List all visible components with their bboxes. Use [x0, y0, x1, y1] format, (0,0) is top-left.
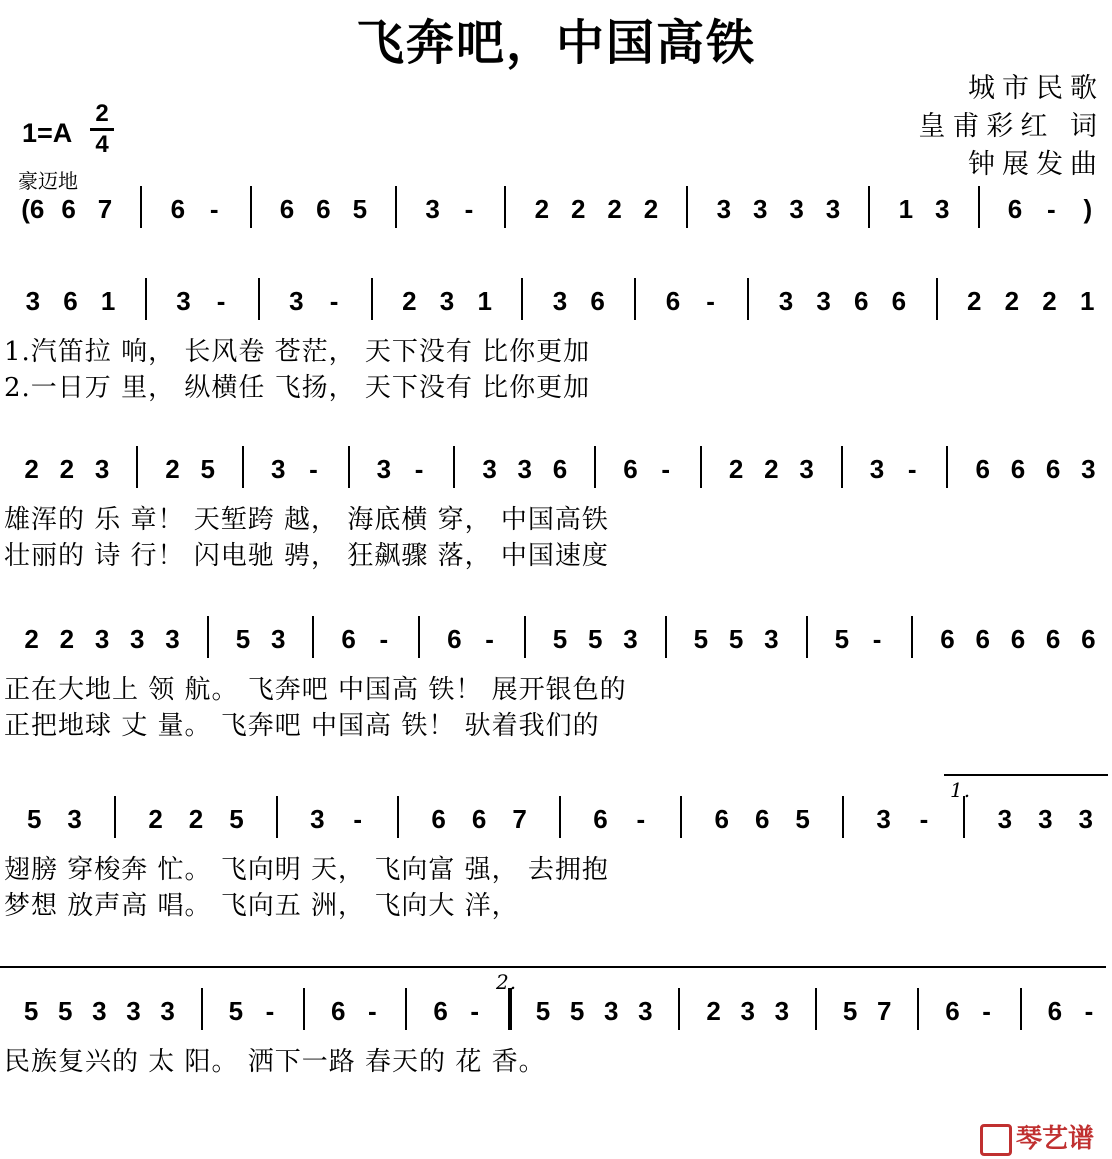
composer-credit: 钟展发曲 — [968, 149, 1104, 180]
notation-symbol: 3 — [67, 804, 82, 834]
lyrics-verse-1: 1.汽笛拉 响， 长风卷 苍茫， 天下没有 比你更加 — [4, 337, 591, 367]
notation-symbol: 2 — [728, 454, 744, 484]
barline — [946, 446, 948, 488]
time-signature-top: 2 — [95, 100, 109, 127]
lyrics-verse-1: 翅膀 穿梭奔 忙。 飞向明 天， 飞向富 强， 去拥抱 — [4, 855, 609, 885]
notation-symbol: - — [907, 454, 917, 484]
volta-bracket — [490, 966, 1106, 968]
notation-symbol: 6 — [1007, 194, 1023, 224]
notation-symbol: 6 — [1045, 454, 1061, 484]
notation-symbol: 3 — [774, 996, 790, 1026]
volta-label: 2. — [496, 970, 518, 994]
notation-symbol: ) — [1083, 194, 1093, 224]
barline — [806, 616, 808, 658]
notation-symbol: 6 — [891, 286, 907, 316]
notation-symbol: 2 — [534, 194, 550, 224]
notation-symbol: - — [414, 454, 424, 484]
barline — [114, 796, 116, 838]
notation-symbol: - — [309, 454, 318, 484]
notation-symbol: 3 — [997, 804, 1013, 834]
barline — [207, 616, 209, 658]
notation-symbol: 2 — [24, 624, 39, 654]
notation-symbol: 3 — [482, 454, 497, 484]
notation-symbol: (6 — [21, 194, 45, 224]
notation-symbol: 5 — [352, 194, 368, 224]
notation-symbol: 5 — [200, 454, 215, 484]
notation-symbol: 6 — [1045, 624, 1061, 654]
barline — [678, 988, 680, 1030]
notation-symbol: 5 — [235, 624, 251, 654]
barline — [418, 616, 420, 658]
lyrics-verse-2: 正把地球 丈 量。 飞奔吧 中国高 铁！ 驮着我们的 — [4, 711, 600, 741]
notation-symbol: 5 — [57, 996, 73, 1026]
barline — [686, 186, 688, 228]
notation-symbol: 3 — [1038, 804, 1053, 834]
notation-symbol: 3 — [126, 996, 141, 1026]
notation-symbol: 6 — [471, 804, 487, 834]
barline — [405, 988, 407, 1030]
notation-symbol: 6 — [330, 996, 346, 1026]
notation-symbol: - — [485, 624, 494, 654]
notation-symbol: 5 — [569, 996, 585, 1026]
notation-symbol: 6 — [590, 286, 605, 316]
notation-symbol: 3 — [934, 194, 950, 224]
notation-symbol: 2 — [570, 194, 586, 224]
barline — [868, 186, 870, 228]
notation-symbol: 5 — [26, 804, 42, 834]
notation-symbol: 6 — [623, 454, 638, 484]
notation-symbol: 3 — [816, 286, 831, 316]
barline — [936, 278, 938, 320]
notation-symbol: 6 — [552, 454, 568, 484]
barline — [242, 446, 244, 488]
barline — [559, 796, 561, 838]
notation-symbol: - — [265, 996, 275, 1026]
notation-symbol: 1 — [898, 194, 914, 224]
notation-symbol: 6 — [665, 286, 681, 316]
notation-symbol: 3 — [1081, 454, 1096, 484]
barline — [397, 796, 399, 838]
notation-symbol: 3 — [623, 624, 638, 654]
notation-symbol: 5 — [728, 624, 744, 654]
barline — [842, 796, 844, 838]
time-signature-bottom: 4 — [95, 131, 109, 158]
notation-symbol: 5 — [229, 804, 244, 834]
lyrics-verse-1: 民族复兴的 太 阳。 洒下一路 春天的 花 香。 — [4, 1047, 546, 1077]
notation-symbol: 2 — [966, 286, 982, 316]
notation-symbol: 3 — [270, 624, 286, 654]
barline — [201, 988, 203, 1030]
notation-symbol: 2 — [643, 194, 659, 224]
notation-symbol: 6 — [714, 804, 729, 834]
notation-symbol: 3 — [740, 996, 755, 1026]
notation-symbol: 3 — [778, 286, 794, 316]
ending-rule — [0, 966, 490, 968]
notation-symbol: 2 — [148, 804, 163, 834]
notation-symbol: 3 — [752, 194, 768, 224]
notation-symbol: 3 — [876, 804, 891, 834]
notation-symbol: 3 — [638, 996, 653, 1026]
barline — [521, 278, 523, 320]
notation-symbol: 6 — [593, 804, 608, 834]
notation-symbol: 2 — [764, 454, 779, 484]
notation-symbol: 2 — [59, 624, 75, 654]
notation-symbol: 5 — [23, 996, 39, 1026]
notation-symbol: - — [379, 624, 389, 654]
barline — [978, 186, 980, 228]
barline — [1020, 988, 1022, 1030]
barline — [258, 278, 260, 320]
notation-symbol: 5 — [228, 996, 244, 1026]
notation-symbol: 6 — [431, 804, 446, 834]
barline — [917, 988, 919, 1030]
notation-symbol: - — [329, 286, 339, 316]
watermark-text: 琴艺谱 — [1015, 1124, 1094, 1154]
notation-symbol: - — [353, 804, 363, 834]
notation-symbol: 3 — [517, 454, 532, 484]
notation-symbol: 5 — [834, 624, 850, 654]
notation-symbol: 3 — [25, 286, 41, 316]
notation-symbol: - — [706, 286, 715, 316]
barline — [524, 616, 526, 658]
notation-symbol: 2 — [1004, 286, 1020, 316]
notation-symbol: 2 — [607, 194, 622, 224]
barline — [815, 988, 817, 1030]
notation-symbol: 3 — [716, 194, 732, 224]
notation-symbol: 6 — [975, 454, 990, 484]
volta-bracket — [944, 774, 1108, 776]
notation-symbol: 3 — [165, 624, 180, 654]
notation-symbol: 7 — [97, 194, 113, 224]
notation-symbol: 6 — [854, 286, 869, 316]
barline — [250, 186, 252, 228]
notation-symbol: 3 — [176, 286, 191, 316]
notation-symbol: 3 — [310, 804, 325, 834]
notation-symbol: 3 — [439, 286, 455, 316]
notation-symbol: 3 — [603, 996, 619, 1026]
tempo-marking: 豪迈地 — [18, 169, 78, 193]
notation-symbol: - — [470, 996, 480, 1026]
notation-symbol: 3 — [130, 624, 145, 654]
barline — [594, 446, 596, 488]
notation-symbol: 6 — [63, 286, 78, 316]
notation-symbol: 6 — [316, 194, 331, 224]
notation-symbol: 3 — [92, 996, 107, 1026]
lyrics-verse-2: 壮丽的 诗 行！ 闪电驰 骋， 狂飙骤 落， 中国速度 — [4, 541, 609, 571]
barline — [700, 446, 702, 488]
notation-symbol: 3 — [869, 454, 885, 484]
barline — [911, 616, 913, 658]
barline — [303, 988, 305, 1030]
lyricist-credit: 皇甫彩红 词 — [918, 111, 1104, 142]
barline — [145, 278, 147, 320]
lyrics-verse-1: 正在大地上 领 航。 飞奔吧 中国高 铁！ 展开银色的 — [4, 675, 627, 705]
notation-symbol: 6 — [1081, 624, 1096, 654]
watermark-logo-icon — [980, 1124, 1012, 1156]
notation-symbol: 3 — [799, 454, 814, 484]
notation-symbol: 5 — [693, 624, 709, 654]
genre-credit: 城市民歌 — [968, 73, 1104, 104]
notation-symbol: 3 — [825, 194, 841, 224]
notation-symbol: 3 — [764, 624, 779, 654]
barline — [680, 796, 682, 838]
volta-label: 1. — [950, 778, 972, 802]
notation-symbol: 7 — [876, 996, 892, 1026]
notation-symbol: 6 — [1010, 454, 1026, 484]
notation-symbol: 2 — [24, 454, 39, 484]
notation-symbol: - — [464, 194, 474, 224]
barline — [665, 616, 667, 658]
notation-symbol: 5 — [535, 996, 551, 1026]
notation-symbol: 5 — [795, 804, 810, 834]
notation-symbol: 3 — [270, 454, 286, 484]
notation-symbol: 1 — [477, 286, 492, 316]
notation-symbol: 6 — [341, 624, 356, 654]
barline — [140, 186, 142, 228]
notation-symbol: 6 — [279, 194, 295, 224]
barline — [395, 186, 397, 228]
notation-symbol: 3 — [552, 286, 568, 316]
notation-symbol: - — [636, 804, 646, 834]
barline — [634, 278, 636, 320]
barline — [348, 446, 350, 488]
notation-symbol: 2 — [188, 804, 204, 834]
notation-symbol: 3 — [94, 454, 110, 484]
notation-symbol: 3 — [789, 194, 804, 224]
notation-symbol: 3 — [289, 286, 304, 316]
notation-symbol: 1 — [100, 286, 116, 316]
notation-symbol: 5 — [552, 624, 568, 654]
notation-symbol: 6 — [447, 624, 462, 654]
notation-symbol: - — [1084, 996, 1094, 1026]
notation-symbol: 3 — [94, 624, 110, 654]
barline — [504, 186, 506, 228]
notation-symbol: 6 — [1047, 996, 1063, 1026]
notation-symbol: 1 — [1079, 286, 1095, 316]
notation-symbol: 6 — [754, 804, 770, 834]
barline — [453, 446, 455, 488]
notation-symbol: 6 — [170, 194, 186, 224]
notation-symbol: - — [919, 804, 929, 834]
notation-symbol: 6 — [433, 996, 448, 1026]
barline — [276, 796, 278, 838]
notation-symbol: 3 — [160, 996, 175, 1026]
barline — [747, 278, 749, 320]
key-signature: 1=A — [22, 118, 73, 148]
barline — [841, 446, 843, 488]
notation-symbol: 6 — [1010, 624, 1026, 654]
notation-symbol: 3 — [1078, 804, 1093, 834]
notation-symbol: 5 — [587, 624, 603, 654]
notation-symbol: 6 — [975, 624, 990, 654]
lyrics-verse-1: 雄浑的 乐 章！ 天堑跨 越， 海底横 穿， 中国高铁 — [4, 505, 609, 535]
barline — [371, 278, 373, 320]
notation-symbol: 5 — [842, 996, 858, 1026]
barline — [312, 616, 314, 658]
notation-symbol: - — [209, 194, 219, 224]
notation-symbol: 6 — [61, 194, 76, 224]
watermark — [980, 1118, 1094, 1156]
lyrics-verse-2: 2.一日万 里， 纵横任 飞扬， 天下没有 比你更加 — [4, 373, 591, 403]
notation-symbol: - — [661, 454, 670, 484]
notation-symbol: 6 — [945, 996, 960, 1026]
notation-symbol: 2 — [706, 996, 721, 1026]
notation-symbol: 2 — [402, 286, 417, 316]
notation-symbol: - — [216, 286, 226, 316]
notation-symbol: 7 — [512, 804, 527, 834]
notation-symbol: - — [872, 624, 882, 654]
notation-symbol: 3 — [425, 194, 440, 224]
song-title: 飞奔吧，中国高铁 — [355, 15, 756, 71]
lyrics-verse-2: 梦想 放声高 唱。 飞向五 洲， 飞向大 洋， — [4, 891, 519, 921]
notation-symbol: 6 — [940, 624, 955, 654]
notation-symbol: 2 — [59, 454, 75, 484]
notation-symbol: 2 — [165, 454, 180, 484]
notation-symbol: 2 — [1042, 286, 1057, 316]
notation-symbol: - — [982, 996, 991, 1026]
notation-symbol: - — [367, 996, 377, 1026]
notation-symbol: - — [1047, 194, 1056, 224]
notation-symbol: 3 — [376, 454, 392, 484]
barline — [136, 446, 138, 488]
